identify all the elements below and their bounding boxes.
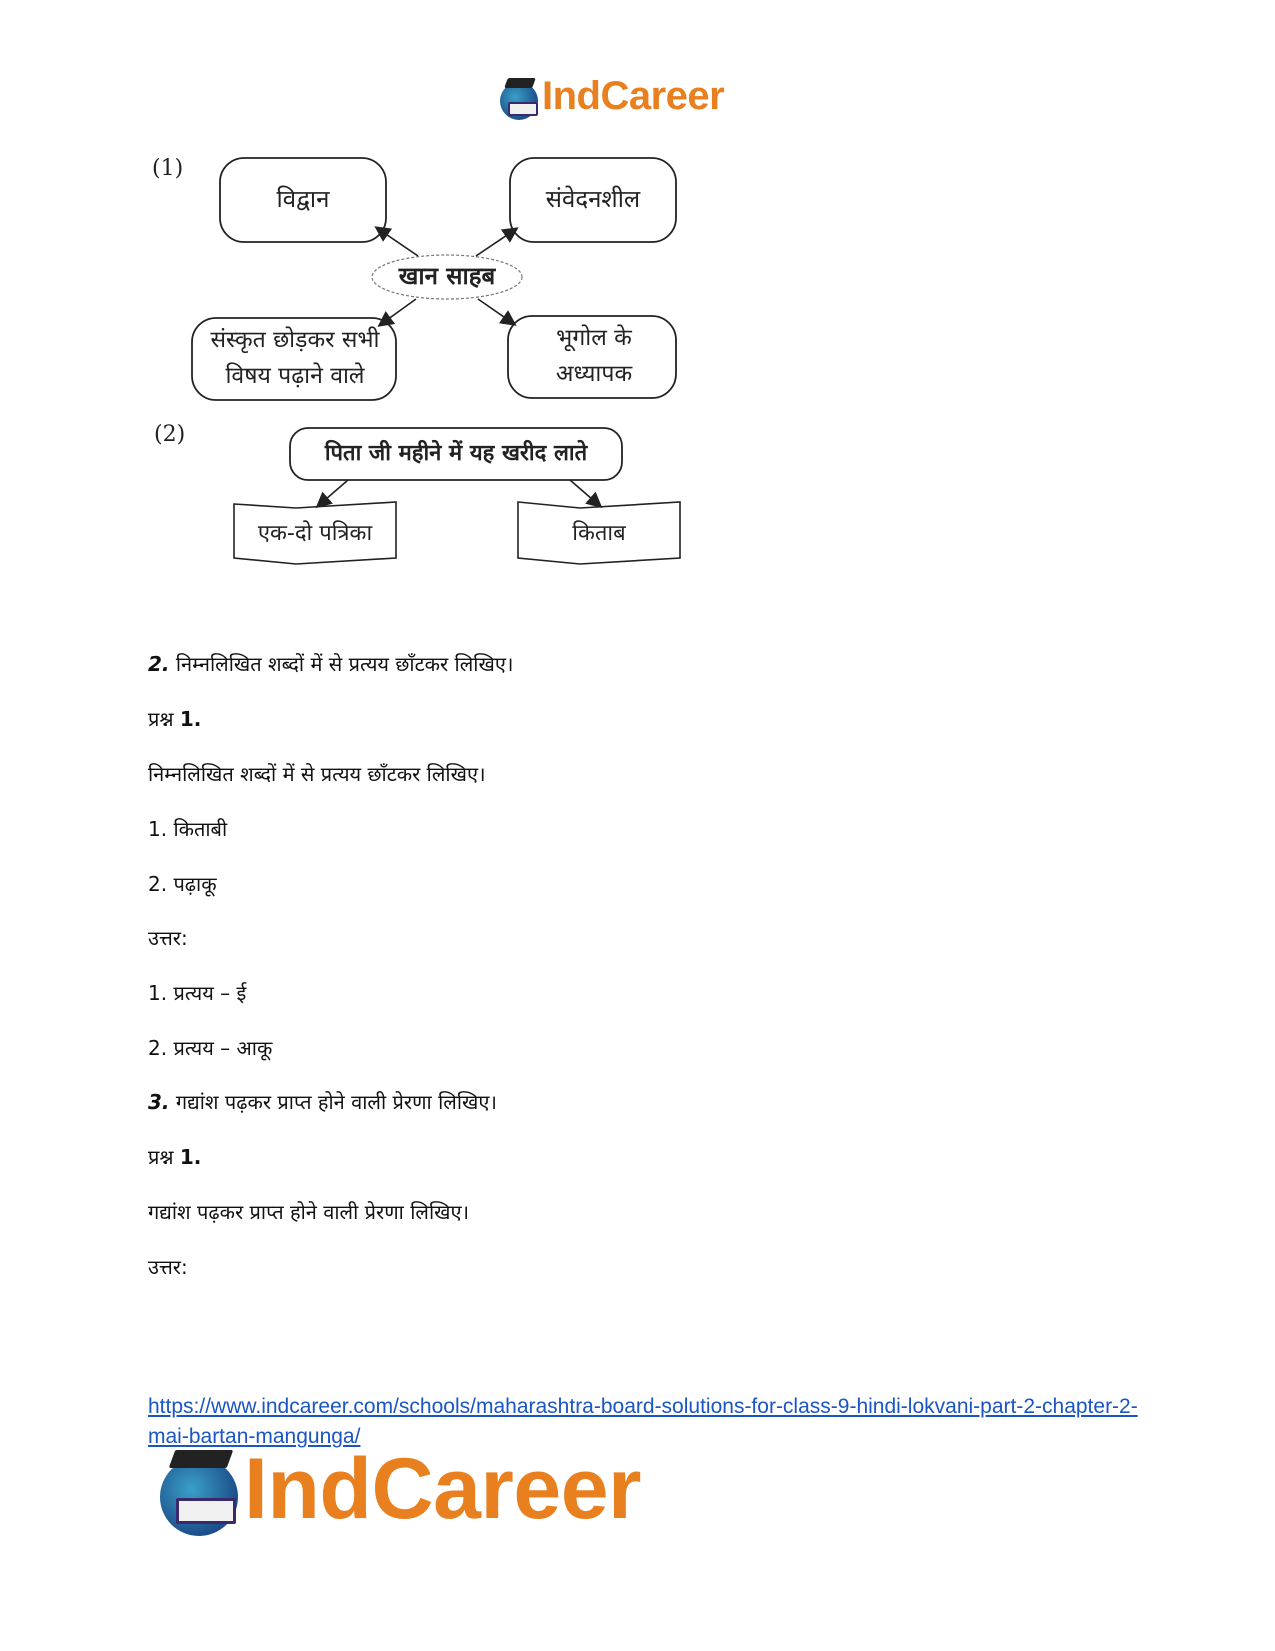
center-khan-sahab: खान साहब [398, 262, 496, 291]
indcareer-logo-top [500, 74, 770, 130]
node-patrika: एक-दो पत्रिका [257, 520, 373, 546]
center-part2: पिता जी महीने में यह खरीद लाते [324, 440, 588, 466]
q2-answer-label: उत्तर: [148, 926, 188, 950]
graduation-cap-icon [504, 78, 536, 88]
node-bhugol: भूगोल के अध्यापक [555, 325, 633, 387]
node-kitab: किताब [572, 520, 626, 546]
node-sanskrit: संस्कृत छोड़कर सभी विषय पढ़ाने वाले [210, 327, 380, 389]
q3-heading: 3. गद्यांश पढ़कर प्राप्त होने वाली प्रेरणा लिखिए। [148, 1090, 497, 1114]
q2-question: निम्नलिखित शब्दों में से प्रत्यय छाँटकर लिखिए। [148, 762, 486, 786]
diagram-number-2: (2) [154, 422, 186, 447]
node-samvedansheel: संवेदनशील [545, 185, 641, 214]
concept-diagram [140, 150, 740, 610]
q2-answer-2: 2. प्रत्यय – आकू [148, 1036, 273, 1060]
graduation-cap-icon [169, 1450, 234, 1468]
q2-item-1: 1. किताबी [148, 817, 228, 841]
q2-prashn: प्रश्न 1. [148, 707, 202, 731]
indcareer-logo-bottom [160, 1441, 700, 1545]
q3-prashn: प्रश्न 1. [148, 1145, 202, 1169]
q3-question: गद्यांश पढ़कर प्राप्त होने वाली प्रेरणा लिखिए। [148, 1200, 470, 1224]
q2-answer-1: 1. प्रत्यय – ई [148, 981, 247, 1005]
q3-answer-label: उत्तर: [148, 1255, 188, 1279]
diagram-number-1: (1) [152, 156, 184, 181]
book-icon [176, 1498, 236, 1524]
node-vidwan: विद्वान [276, 185, 330, 214]
globe-icon [160, 1458, 238, 1536]
book-icon [508, 102, 538, 116]
logo-text: IndCareer [244, 1441, 641, 1537]
source-url-link[interactable]: https://www.indcareer.com/schools/maharashtra-board-solutions-for-class-9-hindi-lokvani-part-2-chapter-2-mai-bartan-mangunga/ [148, 1395, 1138, 1448]
q2-heading: 2. निम्नलिखित शब्दों में से प्रत्यय छाँटकर लिखिए। [148, 652, 514, 676]
q2-item-2: 2. पढ़ाकू [148, 872, 217, 896]
logo-text: IndCareer [542, 74, 725, 118]
